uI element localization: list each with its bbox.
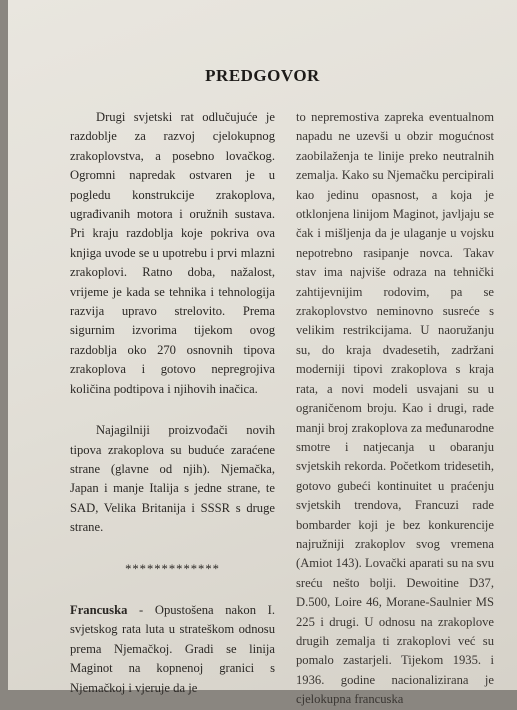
france-heading: Francuska [70, 602, 128, 617]
book-page [8, 0, 517, 707]
section-separator: ************* [125, 561, 220, 576]
paragraph-manufacturers: Najagilniji proizvođači novih tipova zrakoplova su buduće zaraćene strane (glavne od njih). Njemačka, Japan i manje Italija s jedne strane, te SAD, Velika Britanija i SSSR s druge strane. [70, 423, 275, 535]
page-title: PREDGOVOR [205, 66, 320, 85]
right-column [296, 108, 494, 710]
paragraph-intro: Drugi svjetski rat odlučujuće je razdoblje za razvoj cjelokupnog zrakoplovstva, a posebno lovačkog. Ogromni napredak ostvaren je u pogledu konstrukcije zrakoplova, ugrađivanih motora i oružnih sustava. Pri kraju razdoblja koje pokriva ova knjiga uvode se u upotrebu i prvi mlazni zrakoplovi. Ratno doba, nažalost, vrijeme je kada se tehnika i tehnologija razvija upravo strelovito. Prema sigurnim izvorima tijekom ovog razdoblja oko 270 osnovnih tipova zrakoplova i gotovo nepregrojiva količina podtipova i njihovih inačica. [70, 110, 275, 396]
paragraph-continued: to nepremostiva zapreka eventualnom napadu ne uzevši u obzir mogućnost zaobilaženja te linije preko neutralnih zemalja. Kako su Njemačku percipirali kao jedinu opasnost, a koja je otklonjena linijom Maginot, javljaju se čak i mišljenja da je ulaganje u vojsku nepotrebno rasipanje novca. Takav stav ima najviše odraza na tehnički zahtijevnijim rodovim, pa se zrakoplovstvo neminovno susreće s velikim restrikcijama. U naoružanju su, do kraja dvadesetih, zadržani moderniji tipovi zrakoplova s kraja rata, a novi modeli usvajani su u ograničenom broju. Kao i drugi, rade manji broj zrakoplova za međunarodne smotre i natjecanja u obaranju svjetskih rekorda. Početkom tridesetih, gotovo gubeći kontinuitet u praćenju svjetskih trendova, Francuzi rade bombarder koji je bez konkurencije najružniji zrakoplov svog vremena (Amiot 143). Lovački aparati su na svu sreću nešto bolji. Dewoitine D37, D.500, Loire 46, Morane-Saulnier MS 225 i drugi. U odnosu na zrakoplove drugih zemalja ti zrakoplovi već su pomalo zastarjeli. Tijekom 1935. i 1936. godine nacionalizirana je cjelokupna francuska [296, 110, 494, 707]
france-text: - Opustošena nakon I. svjetskog rata luta u strateškom odnosu prema Njemačkoj. Gradi se linija Maginot na kopnenoj granici s Njemačkoj i vjeruje da je [70, 602, 275, 695]
left-column [70, 108, 275, 698]
paragraph-france [70, 601, 275, 698]
